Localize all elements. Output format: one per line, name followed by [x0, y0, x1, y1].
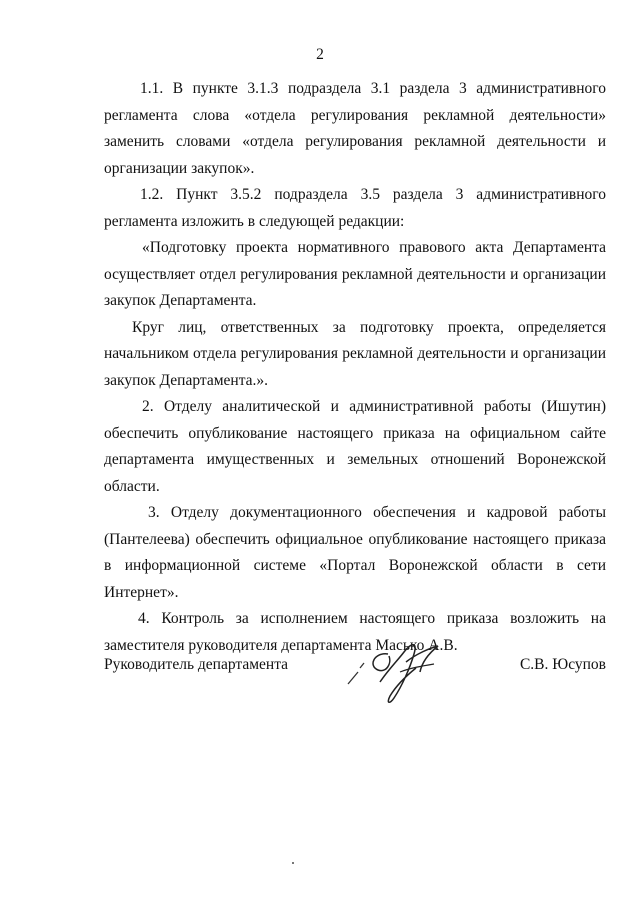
paragraph-4: 4. Контроль за исполнением настоящего приказа возложить на заместителя руководителя департамента Масько А.В.	[104, 610, 606, 654]
paragraph-quote-1: «Подготовку проекта нормативного правового акта Департамента осуществляет отдел регулирования рекламной деятельности и организации закупок Департамента.	[104, 239, 606, 309]
signatory-name: С.В. Юсупов	[519, 656, 606, 673]
paragraph-quote-2: Круг лиц, ответственных за подготовку проекта, определяется начальником отдела регулирования рекламной деятельности и организации закупок Департамента.».	[104, 318, 606, 389]
paragraph-1-1: 1.1. В пункте 3.1.3 подраздела 3.1 раздела 3 административного регламента слова «отдела регулирования рекламной деятельности» заменить словами «отдела регулирования рекламной деятельности и организации закупок».	[104, 80, 606, 177]
paragraph-2: 2. Отделу аналитической и административной работы (Ишутин) обеспечить опубликование настоящего приказа на официальном сайте департамента имущественных и земельных отношений Воронежской области.	[104, 398, 606, 495]
paragraph-3: 3. Отделу документационного обеспечения и кадровой работы (Пантелеева) обеспечить официальное опубликование настоящего приказа в информационной системе «Портал Воронежской области в сети Интернет».	[104, 504, 606, 601]
document-body	[104, 76, 606, 659]
signatory-position: Руководитель департамента	[104, 656, 289, 673]
page-number: 2	[316, 46, 324, 63]
paragraph-1-2: 1.2. Пункт 3.5.2 подраздела 3.5 раздела 3 административного регламента изложить в следующей редакции:	[104, 186, 606, 230]
signature-block	[104, 656, 606, 716]
handwritten-signature	[344, 632, 454, 712]
scan-speck	[292, 862, 294, 864]
